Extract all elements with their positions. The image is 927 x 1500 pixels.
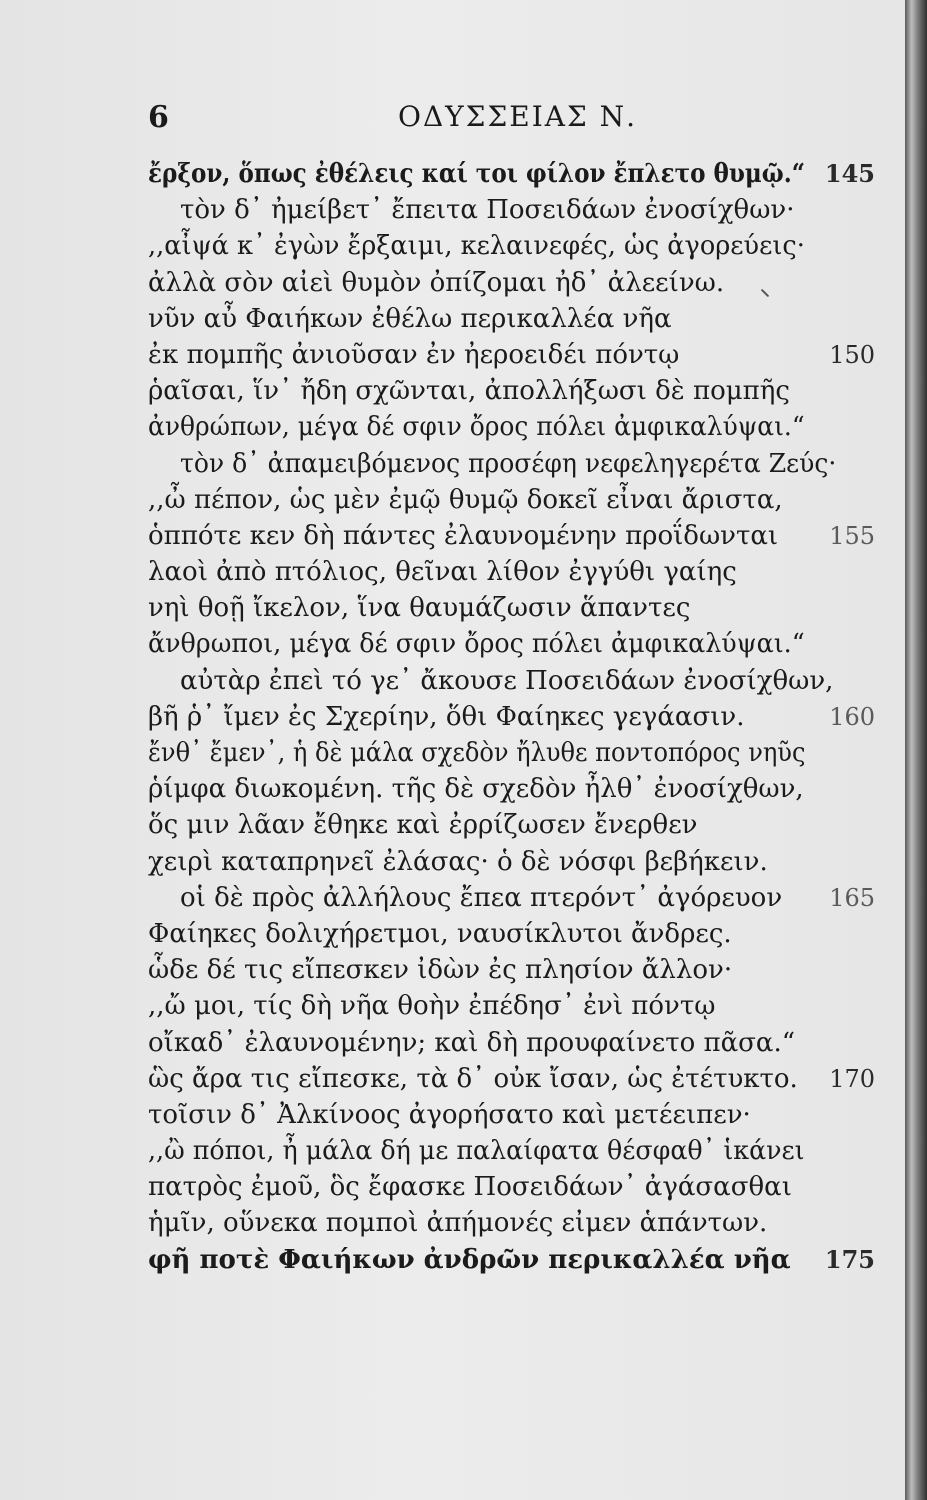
line-number: 165 bbox=[829, 883, 875, 912]
verse-line bbox=[0, 916, 905, 952]
verse-text: ὅς μιν λᾶαν ἔθηκε καὶ ἐρρίζωσεν ἔνερθεν bbox=[148, 810, 698, 841]
verse-text: τὸν δ᾽ ἠμείβετ᾽ ἔπειτα Ποσειδάων ἐνοσίχθων· bbox=[180, 195, 795, 226]
verse-text: ἀνθρώπων, μέγα δέ σφιν ὄρος πόλει ἀμφικαλύψαι.“ bbox=[148, 412, 805, 443]
verse-line bbox=[0, 626, 905, 662]
verse-line bbox=[0, 771, 905, 807]
verse-text: Φαίηκες δολιχήρετμοι, ναυσίκλυτοι ἄνδρες. bbox=[148, 918, 732, 949]
verse-text: ἄνθρωποι, μέγα δέ σφιν ὄρος πόλει ἀμφικαλύψαι.“ bbox=[148, 629, 805, 660]
verse-text: αὐτὰρ ἐπεὶ τό γε᾽ ἄκουσε Ποσειδάων ἐνοσίχθων, bbox=[180, 665, 834, 696]
verse-line bbox=[0, 1205, 905, 1241]
verse-line bbox=[0, 1061, 905, 1097]
verse-text: ,,ὢ πόποι, ἦ μάλα δή με παλαίφατα θέσφαθ᾽ ἱκάνει bbox=[148, 1136, 805, 1167]
verse-text: νῦν αὖ Φαιήκων ἐθέλω περικαλλέα νῆα bbox=[148, 303, 672, 334]
verse-text: ἀλλὰ σὸν αἰεὶ θυμὸν ὀπίζομαι ἠδ᾽ ἀλεείνω. bbox=[148, 267, 725, 298]
verse-text: ἔρξον, ὅπως ἐθέλεις καί τοι φίλον ἔπλετο θυμῷ.“ bbox=[148, 159, 806, 189]
verse-text: οἱ δὲ πρὸς ἀλλήλους ἔπεα πτερόντ᾽ ἀγόρευον bbox=[180, 882, 783, 913]
verse-line bbox=[0, 735, 905, 771]
page-header bbox=[0, 100, 905, 140]
verse-text: ῥίμφα διωκομένη. τῆς δὲ σχεδὸν ἦλθ᾽ ἐνοσίχθων, bbox=[148, 774, 804, 805]
verse-line bbox=[0, 337, 905, 373]
verse-text: φῆ ποτὲ Φαιήκων ἀνδρῶν περικαλλέα νῆα bbox=[148, 1244, 791, 1275]
verse-line bbox=[0, 228, 905, 264]
verse-line bbox=[0, 590, 905, 626]
verse-text: λαοὶ ἀπὸ πτόλιος, θεῖναι λίθον ἐγγύθι γαίης bbox=[148, 557, 737, 588]
verse-text: ,,αἶψά κ᾽ ἐγὼν ἔρξαιμι, κελαινεφές, ὡς ἀγορεύεις· bbox=[148, 231, 805, 262]
verse-text: πατρὸς ἐμοῦ, ὃς ἔφασκε Ποσειδάων᾽ ἀγάσασθαι bbox=[148, 1172, 792, 1203]
line-number: 150 bbox=[829, 340, 875, 369]
verse-line bbox=[0, 409, 905, 445]
verse-line bbox=[0, 373, 905, 409]
verse-text: βῆ ῥ᾽ ἴμεν ἐς Σχερίην, ὅθι Φαίηκες γεγάασιν. bbox=[148, 701, 745, 732]
verse-line bbox=[0, 844, 905, 880]
verse-line bbox=[0, 663, 905, 699]
verse-text: τὸν δ᾽ ἀπαμειβόμενος προσέφη νεφεληγερέτα Ζεύς· bbox=[180, 448, 837, 479]
verse-line bbox=[0, 156, 905, 192]
line-number: 155 bbox=[829, 521, 875, 550]
verse-text: ὣς ἄρα τις εἴπεσκε, τὰ δ᾽ οὐκ ἴσαν, ὡς ἐτέτυκτο. bbox=[148, 1063, 798, 1094]
line-number: 170 bbox=[829, 1064, 875, 1093]
verse-line bbox=[0, 192, 905, 228]
verse-text: ὁππότε κεν δὴ πάντες ἐλαυνομένην προΐδωνται bbox=[148, 520, 779, 551]
page-number: 6 bbox=[148, 100, 169, 135]
verse-line bbox=[0, 699, 905, 735]
verse-text: τοῖσιν δ᾽ Ἀλκίνοος ἀγορήσατο καὶ μετέειπεν· bbox=[148, 1099, 751, 1130]
verse-line bbox=[0, 1097, 905, 1133]
verse-line bbox=[0, 554, 905, 590]
verse-line bbox=[0, 1133, 905, 1169]
verse-text: χειρὶ καταπρηνεῖ ἐλάσας· ὁ δὲ νόσφι βεβήκειν. bbox=[148, 846, 768, 877]
verse-line bbox=[0, 1242, 905, 1278]
verse-text: οἴκαδ᾽ ἐλαυνομένην; καὶ δὴ προυφαίνετο πᾶσα.“ bbox=[148, 1027, 796, 1058]
verse-text: νηὶ θοῇ ἴκελον, ἵνα θαυμάζωσιν ἅπαντες bbox=[148, 593, 691, 624]
verse-text: ,,ὤ μοι, τίς δὴ νῆα θοὴν ἐπέδησ᾽ ἐνὶ πόντῳ bbox=[148, 991, 716, 1022]
verse-line bbox=[0, 807, 905, 843]
line-number: 160 bbox=[829, 702, 875, 731]
running-title: ΟΔΥΣΣΕΙΑΣ Ν. bbox=[398, 100, 638, 133]
line-number: 145 bbox=[824, 159, 875, 188]
verse-text: ὧδε δέ τις εἴπεσκεν ἰδὼν ἐς πλησίον ἄλλον· bbox=[148, 955, 733, 986]
line-number: 175 bbox=[824, 1244, 875, 1274]
verse-line bbox=[0, 952, 905, 988]
verse-line bbox=[0, 518, 905, 554]
verse-text: ,,ὦ πέπον, ὡς μὲν ἐμῷ θυμῷ δοκεῖ εἶναι ἄριστα, bbox=[148, 484, 783, 515]
verse-line bbox=[0, 446, 905, 482]
verse-line bbox=[0, 1169, 905, 1205]
book-spine bbox=[905, 0, 927, 1500]
verse-line bbox=[0, 1025, 905, 1061]
verse-line bbox=[0, 880, 905, 916]
verse-text: ἡμῖν, οὕνεκα πομποὶ ἀπήμονές εἰμεν ἁπάντων. bbox=[148, 1208, 768, 1239]
verse-line bbox=[0, 482, 905, 518]
verse-text: ῥαῖσαι, ἵν᾽ ἤδη σχῶνται, ἀπολλήξωσι δὲ πομπῆς bbox=[148, 376, 790, 407]
verse-text: ἔνθ᾽ ἔμεν᾽, ἡ δὲ μάλα σχεδὸν ἤλυθε ποντοπόρος νηῦς bbox=[148, 738, 806, 768]
verse-line bbox=[0, 301, 905, 337]
verse-text: ἐκ πομπῆς ἀνιοῦσαν ἐν ἠεροειδέι πόντῳ bbox=[148, 339, 680, 370]
verse-block bbox=[0, 156, 905, 1278]
verse-line bbox=[0, 988, 905, 1024]
